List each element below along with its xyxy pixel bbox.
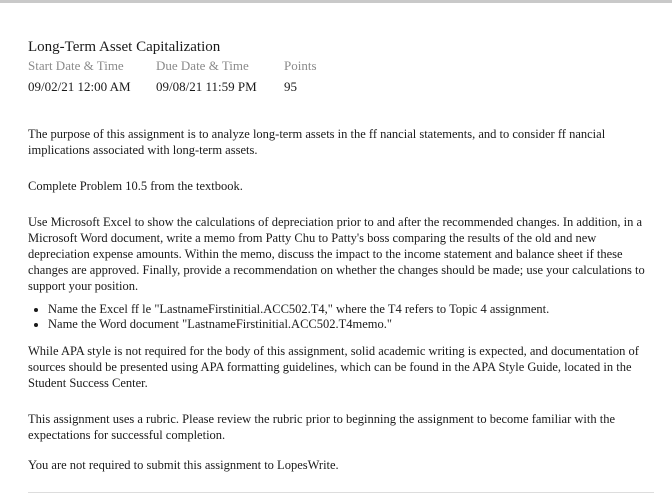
start-date-value: 09/02/21 12:00 AM: [28, 79, 131, 94]
naming-list: [28, 302, 654, 331]
assignment-panel: [28, 38, 654, 473]
due-date-value: 09/08/21 11:59 PM: [156, 79, 257, 94]
bottom-divider: [28, 492, 654, 493]
purpose-paragraph: The purpose of this assignment is to analyze long-term assets in the ff nancial statements, and to consider ff nancial implications associated with long-term assets.: [28, 127, 606, 157]
meta-header-row: [28, 58, 654, 74]
points-header: Points: [284, 58, 317, 73]
assignment-title: Long-Term Asset Capitalization: [28, 39, 221, 55]
lopeswrite-paragraph: You are not required to submit this assignment to LopesWrite.: [28, 458, 339, 472]
due-date-header: Due Date & Time: [156, 58, 249, 73]
points-value: 95: [284, 79, 297, 94]
meta-value-row: [28, 79, 654, 95]
list-item: • Name the Excel ff le "LastnameFirstinitial.ACC502.T4," where the T4 refers to Topic 4 assignment.: [48, 302, 654, 316]
assignment-meta: [28, 58, 654, 95]
rubric-paragraph: This assignment uses a rubric. Please review the rubric prior to beginning the assignment to become familiar with the expectations for successful completion.: [28, 412, 615, 442]
problem-paragraph: Complete Problem 10.5 from the textbook.: [28, 179, 243, 193]
start-date-header: Start Date & Time: [28, 58, 124, 73]
top-divider: [0, 0, 672, 3]
instructions-paragraph: Use Microsoft Excel to show the calculations of depreciation prior to and after the recommended changes. In addition, in a Microsoft Word document, write a memo from Patty Chu to Patty's boss comparing the results of the old and new depreciation expense amounts. Within the memo, discuss the impact to the income statement and balance sheet if these changes are approved. Finally, provide a recommendation on whether the changes should be made; use your calculations to support your position.: [28, 215, 645, 293]
list-item: • Name the Word document "LastnameFirstinitial.ACC502.T4memo.": [48, 317, 654, 331]
apa-paragraph: While APA style is not required for the body of this assignment, solid academic writing is expected, and documentation of sources should be presented using APA formatting guidelines, which can be found in the APA Style Guide, located in the Student Success Center.: [28, 344, 639, 390]
